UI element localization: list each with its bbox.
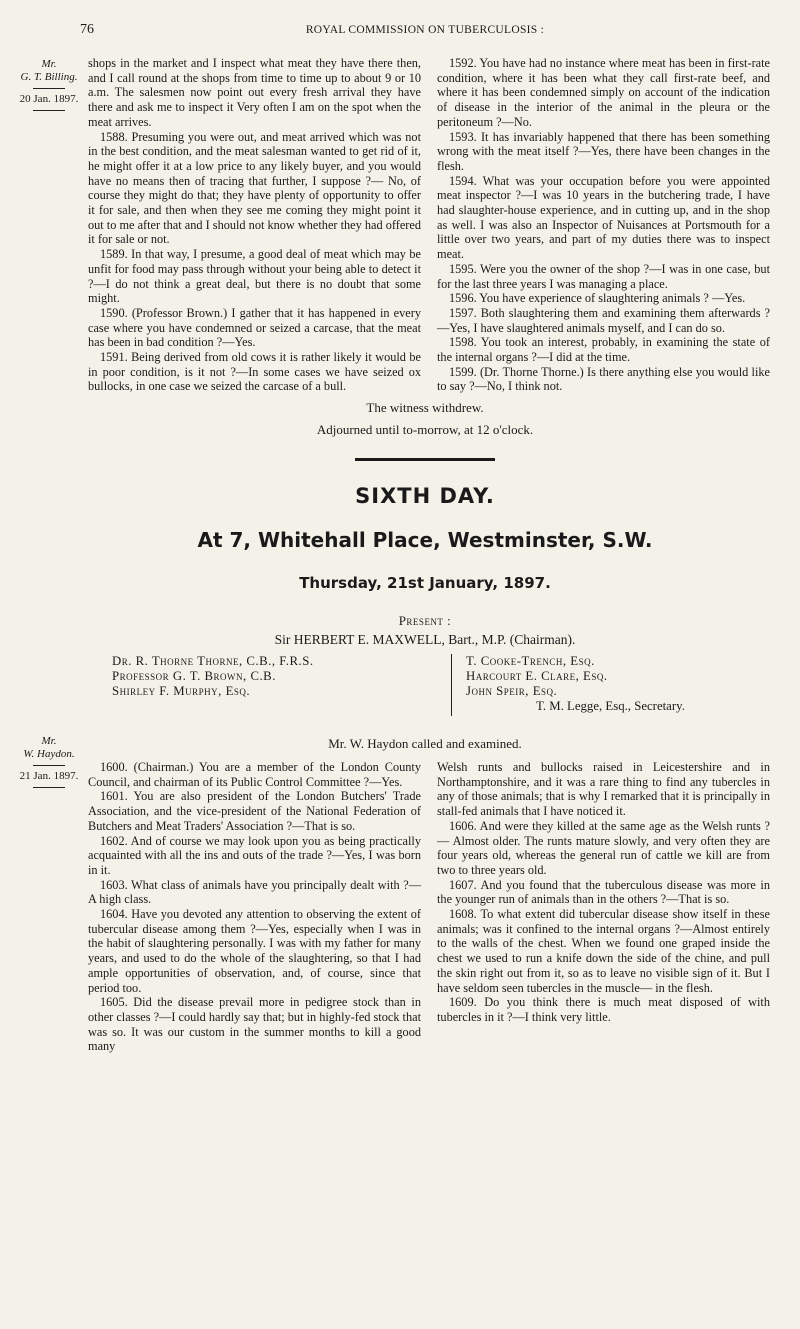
member-name: T. Cooke-Trench, Esq. [466,654,595,668]
paragraph: 1609. Do you think there is much meat disposed of with tubercles in it ?—I think very little. [437,995,770,1024]
paragraph: 1590. (Professor Brown.) I gather that it has happened in every case where you have condemned or seized a carcase, that the meat has been in bad condition ?—Yes. [88,305,421,350]
paragraph: 1598. You took an interest, probably, in examining the state of the internal organs ?—I did at the time. [437,335,770,365]
paragraph: 1591. Being derived from old cows it is rather likely it would be in poor condition, is it not ?—In some cases we have seized ox bullocks, in one case we seized the carcase of a bull. [88,350,421,394]
page-number: 76 [80,22,94,37]
margin-rule [33,110,65,111]
member-name: Shirley F. Murphy, Esq. [112,684,251,698]
present-label: Present : [398,613,452,628]
section-rule [355,458,495,461]
secretary-line: T. M. Legge, Esq., Secretary. [536,699,685,713]
member-name: Professor G. T. Brown, C.B. [112,669,276,683]
paragraph: 1607. And you found that the tuberculous disease was more in the younger run of animals than in the others ?—That is so. [437,877,770,907]
paragraph: shops in the market and I inspect what meat they have there then, and I call round at the shops from time to time up to about 9 or 10 a.m. The salesmen now point out every fresh arrival they have there and ask me to inspect it Very often I am on the spot when the meat arrives. [88,56,421,129]
margin-rule [33,765,65,766]
paragraph: 1596. You have experience of slaughtering animals ? —Yes. [449,291,746,306]
margin-note-witness-2 [18,735,80,792]
place-heading: At 7, Whitehall Place, Westminster, S.W. [197,528,653,552]
page-header [80,22,770,42]
paragraph: 1599. (Dr. Thorne Thorne.) Is there anything else you would like to say ?—No, I think not. [437,364,770,394]
paragraph: 1603. What class of animals have you principally dealt with ?—A high class. [88,877,421,907]
member-name: Harcourt E. Clare, Esq. [466,669,608,683]
members-left [112,654,314,699]
paragraph: 1592. You have had no instance where meat has been in first-rate condition, where it has been what they call first-rate beef, and where it has been condemned simply on account of the indication of disease in the interior of the animal in the pleura or the peritoneum ?—No. [437,56,770,129]
paragraph: 1597. Both slaughtering them and examining them afterwards ?—Yes, I have slaughtered animals myself, and I can do so. [437,305,770,335]
chairman-line: Sir HERBERT E. MAXWELL, Bart., M.P. (Chairman). [274,632,576,647]
margin-witness-initials: G. T. Billing. [20,71,78,83]
witness-withdrew: The witness withdrew. [366,400,484,415]
margin-rule [33,787,65,788]
paragraph: 1608. To what extent did tubercular disease show itself in these animals; was it confined to the internal organs ?—Almost entirely to the walls of the chest. When we found one graped inside the chest we used to run a knife down the side of the chine, and pull the skin right out from it, so as to leave no visible sign of it. But I have seldom seen tubercles in the muscle— in the flesh. [437,907,770,995]
paragraph: 1604. Have you devoted any attention to observing the extent of tubercular disease among them ?—Yes, especially when I was in the habit of slaughtering personally. I was with my father for many years, and used to do the whole of the slaughtering, so that I had ample opportunities of observation, and, of course, since that period too. [88,907,421,995]
paragraph: 1606. And were they killed at the same age as the Welsh runts ? — Almost older. The runts mature slowly, and very often they are four years old, whereas the general run of cattle we kill are from two to three years old. [437,818,770,877]
paragraph: 1588. Presuming you were out, and meat arrived which was not in the best condition, and the meat salesman wanted to get rid of it, he might offer it at a low price to any likely buyer, and you would have no means then of tracing that further, I suppose ?— No, of course they might do that; they have plenty of opportunity to offer it for sale, and then when they see me coming they might point it out to me after that and I should not know whether they had offered it for sale or not. [88,129,421,247]
paragraph: 1595. Were you the owner of the shop ?—I was in one case, but for the last three years I was managing a place. [437,261,770,291]
column-bottom-right [437,760,770,1025]
margin-rule [33,88,65,89]
member-name: Dr. R. Thorne Thorne, C.B., F.R.S. [112,654,314,668]
running-title: ROYAL COMMISSION ON TUBERCULOSIS : [305,24,545,36]
paragraph: 1594. What was your occupation before you were appointed meat inspector ?—I was 10 years in the butchering trade, I have had slaughter-house experience, and in cutting up, and in the shop as well. I was also an Inspector of Nuisances at Portsmouth for a little over two years, and part of my duties there was to inspect meat. [437,173,770,262]
members-divider [451,654,452,716]
paragraph: 1593. It has invariably happened that there has been something wrong with the meat itself ?—Yes, there have been changes in the flesh. [437,129,770,173]
margin-note-witness-1 [18,58,80,115]
paragraph: Welsh runts and bullocks raised in Leicestershire and in Northamptonshire, and it was a rare thing to find any tubercles in any of those animals; that is why I remarked that it is principally in stall-fed animals that I have noticed it. [437,760,770,819]
column-top-right [437,56,770,394]
margin-date: 21 Jan. 1897. [19,770,79,782]
adjourned-note: Adjourned until to-morrow, at 12 o'clock. [316,422,534,437]
paragraph: 1602. And of course we may look upon you as being practically acquainted with all the ins and outs of the trade ?—Yes, I was born in it. [88,833,421,877]
member-name: John Speir, Esq. [466,684,558,698]
margin-witness-initials: W. Haydon. [23,748,75,760]
called-examined: Mr. W. Haydon called and examined. [328,736,522,751]
day-heading: SIXTH DAY. [355,484,495,508]
margin-witness-name: Mr. [41,735,57,747]
paragraph: 1589. In that way, I presume, a good deal of meat which may be unfit for food may pass through without your being able to detect it ?—I do not think a great deal, but there is no doubt that some might. [88,247,421,306]
paragraph: 1601. You are also president of the London Butchers' Trade Association, and the vice-president of the National Federation of Butchers and Meat Traders' Association ?—That is so. [88,789,421,833]
paragraph: 1605. Did the disease prevail more in pedigree stock than in other classes ?—I could hardly say that; but in highly-fed stock that was so. It was our custom in the summer months to kill a good many [88,995,421,1054]
paragraph: 1600. (Chairman.) You are a member of the London County Council, and chairman of its Public Control Committee ?—Yes. [88,760,421,789]
margin-witness-name: Mr. [41,58,57,70]
column-bottom-left [88,760,421,1054]
margin-date: 20 Jan. 1897. [19,93,79,105]
members-right [466,654,685,714]
column-top-left [88,56,421,394]
date-heading: Thursday, 21st January, 1897. [299,574,551,592]
